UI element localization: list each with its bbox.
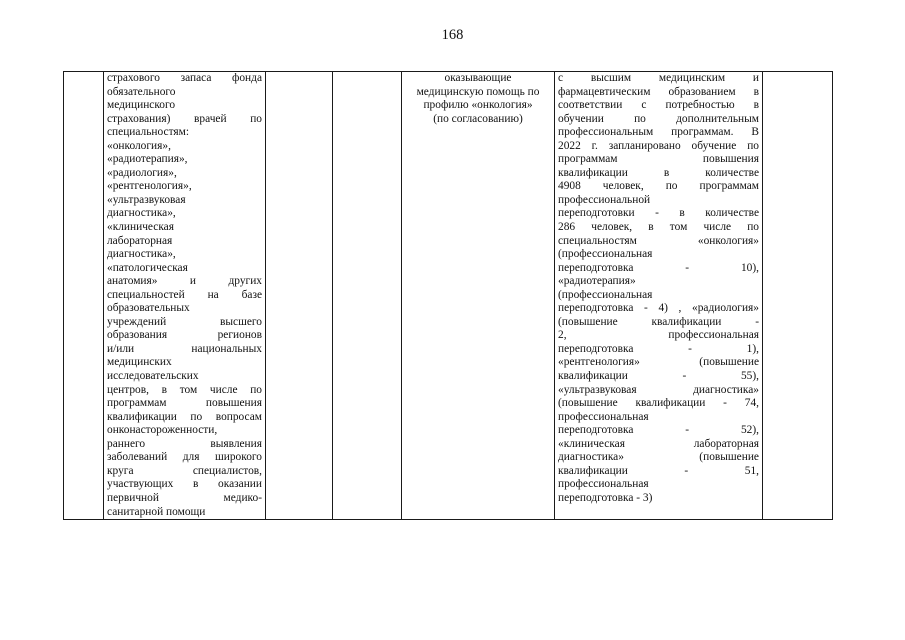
text-line: соответствии с потребностью в bbox=[558, 99, 759, 112]
cell-result bbox=[555, 72, 763, 520]
text-line: «ультразвуковая диагностика» bbox=[558, 383, 759, 396]
text-line: специальностям: bbox=[107, 126, 190, 139]
text-line: (профессиональная bbox=[558, 288, 653, 301]
text-line: «радиотерапия», bbox=[107, 153, 188, 166]
text-line: обязательного bbox=[107, 85, 176, 98]
text-line: 2, профессиональная bbox=[558, 329, 759, 342]
text-line: первичной медико- bbox=[107, 491, 262, 504]
text-line: центров, в том числе по bbox=[107, 383, 262, 396]
text-line: переподготовка - 4) , «радиология» bbox=[558, 302, 759, 315]
text-line: обучении по дополнительным bbox=[558, 112, 759, 125]
text-line: переподготовка - 52), bbox=[558, 424, 759, 437]
cell-executor bbox=[402, 72, 555, 520]
text-line: оказывающие bbox=[444, 72, 512, 84]
text-line: анатомия» и других bbox=[107, 275, 262, 288]
cell-index bbox=[64, 72, 104, 520]
table-row bbox=[64, 72, 833, 520]
text-line: «рентгенология», bbox=[107, 180, 192, 193]
executor-text bbox=[405, 72, 551, 126]
text-line: и/или национальных bbox=[107, 342, 262, 355]
text-line: с высшим медицинским и bbox=[558, 72, 759, 84]
text-line: круга специалистов, bbox=[107, 464, 262, 477]
text-line: фармацевтическим образованием в bbox=[558, 85, 759, 98]
text-line: программам повышения bbox=[558, 153, 759, 166]
text-line: участвующих в оказании bbox=[107, 478, 262, 491]
text-line: профессиональным программам. В bbox=[558, 126, 759, 139]
result-text bbox=[558, 72, 759, 506]
text-line: диагностика», bbox=[107, 207, 176, 220]
cell-notes bbox=[763, 72, 833, 520]
text-line: диагностика», bbox=[107, 248, 176, 261]
text-line: специальностей на базе bbox=[107, 288, 262, 301]
text-line: медицинского bbox=[107, 99, 176, 112]
cell-deadline-start bbox=[266, 72, 333, 520]
text-line: переподготовка - 10), bbox=[558, 261, 759, 274]
text-line: лабораторная bbox=[107, 234, 173, 247]
text-line: «радиотерапия» bbox=[558, 275, 636, 288]
text-line: квалификации - 51, bbox=[558, 464, 759, 477]
cell-measure bbox=[104, 72, 266, 520]
text-line: санитарной помощи bbox=[107, 505, 206, 518]
text-line: квалификации - 55), bbox=[558, 370, 759, 383]
text-line: специальностям «онкология» bbox=[558, 234, 759, 247]
text-line: квалификации по вопросам bbox=[107, 410, 262, 423]
text-line: «рентгенология» (повышение bbox=[558, 356, 759, 369]
text-line: профилю «онкология» bbox=[423, 99, 533, 112]
text-line: (повышение квалификации - bbox=[558, 315, 759, 328]
text-line: переподготовка - 3) bbox=[558, 491, 653, 504]
text-line: образовательных bbox=[107, 302, 190, 315]
text-line: медицинскую помощь по bbox=[416, 85, 540, 98]
text-line: профессиональной bbox=[558, 193, 651, 206]
text-line: раннего выявления bbox=[107, 437, 262, 450]
text-line: переподготовки - в количестве bbox=[558, 207, 759, 220]
text-line: переподготовка - 1), bbox=[558, 342, 759, 355]
text-line: страхования) врачей по bbox=[107, 112, 262, 125]
text-line: медицинских bbox=[107, 356, 172, 369]
text-line: 4908 человек, по программам bbox=[558, 180, 759, 193]
measure-text bbox=[107, 72, 262, 519]
text-line: «патологическая bbox=[107, 261, 188, 274]
text-line: «клиническая bbox=[107, 221, 174, 234]
text-line: «клиническая лабораторная bbox=[558, 437, 759, 450]
text-line: (по согласованию) bbox=[433, 112, 523, 125]
continuation-table bbox=[63, 71, 833, 520]
text-line: онконастороженности, bbox=[107, 424, 218, 437]
text-line: профессиональная bbox=[558, 410, 649, 423]
text-line: 2022 г. запланировано обучение по bbox=[558, 139, 759, 152]
text-line: образования регионов bbox=[107, 329, 262, 342]
page-number: 168 bbox=[441, 27, 464, 43]
text-line: исследовательских bbox=[107, 370, 199, 383]
text-line: 286 человек, в том числе по bbox=[558, 221, 759, 234]
cell-deadline-end bbox=[333, 72, 402, 520]
text-line: страхового запаса фонда bbox=[107, 72, 262, 84]
text-line: «радиология», bbox=[107, 166, 177, 179]
text-line: заболеваний для широкого bbox=[107, 451, 262, 464]
text-line: диагностика» (повышение bbox=[558, 451, 759, 464]
text-line: (профессиональная bbox=[558, 248, 653, 261]
text-line: «онкология», bbox=[107, 139, 171, 152]
text-line: профессиональная bbox=[558, 478, 649, 491]
text-line: (повышение квалификации - 74, bbox=[558, 397, 759, 410]
text-line: квалификации в количестве bbox=[558, 166, 759, 179]
text-line: «ультразвуковая bbox=[107, 193, 186, 206]
text-line: программам повышения bbox=[107, 397, 262, 410]
text-line: учреждений высшего bbox=[107, 315, 262, 328]
